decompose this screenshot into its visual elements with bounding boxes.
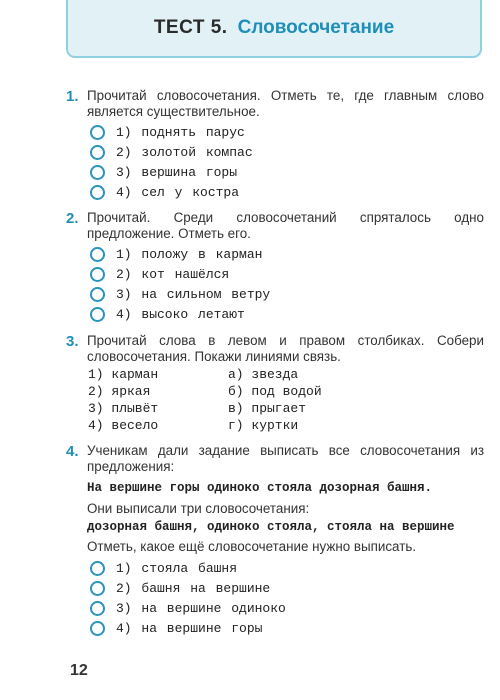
right-word[interactable]: б) под водой [228,384,322,399]
right-word[interactable]: в) прыгает [228,401,307,416]
right-word[interactable]: а) звезда [228,367,299,382]
radio-circle-icon[interactable] [90,145,105,160]
question-text: Прочитай словосочетания. Отметь те, где главным слово является существительное. [87,88,484,119]
option-label: 4) сел у костра [116,185,240,200]
question-4 [66,443,484,640]
answer-option[interactable] [90,246,484,266]
radio-circle-icon[interactable] [90,165,105,180]
option-label: 2) башня на вершине [116,581,271,596]
given-sentence: На вершине горы одиноко стояла дозорная башня. [87,481,433,495]
matching-columns [88,367,484,435]
question-2 [66,210,484,326]
question-number: 1. [66,88,79,105]
radio-circle-icon[interactable] [90,307,105,322]
radio-circle-icon[interactable] [90,247,105,262]
option-label: 1) положу в карман [116,247,263,262]
answer-option[interactable] [90,266,484,286]
answer-option[interactable] [90,164,484,184]
radio-circle-icon[interactable] [90,287,105,302]
left-word[interactable]: 3) плывёт [88,401,159,416]
answer-option[interactable] [90,286,484,306]
option-label: 3) вершина горы [116,165,238,180]
option-label: 4) на вершине горы [116,621,263,636]
radio-circle-icon[interactable] [90,267,105,282]
left-word[interactable]: 2) яркая [88,384,151,399]
answer-option[interactable] [90,560,484,580]
option-label: 2) кот нашёлся [116,267,230,282]
question-number: 4. [66,443,79,460]
question-text-3: Отметь, какое ещё словосочетание нужно выписать. [87,539,417,554]
question-1 [66,88,484,204]
radio-circle-icon[interactable] [90,185,105,200]
answer-option[interactable] [90,124,484,144]
question-text: Прочитай слова в левом и правом столбиках. Собери словосочетания. Покажи линиями связь. [87,333,484,364]
option-label: 2) золотой компас [116,145,253,160]
radio-circle-icon[interactable] [90,621,105,636]
question-text-2: Они выписали три словосочетания: [87,501,310,516]
answer-option[interactable] [90,620,484,640]
page-number: 12 [70,662,88,679]
written-phrases: дозорная башня, одиноко стояла, стояла на вершине [87,520,455,534]
left-word[interactable]: 4) весело [88,418,159,433]
right-word[interactable]: г) куртки [228,418,299,433]
option-label: 4) высоко летают [116,307,245,322]
test-label: ТЕСТ 5. [153,17,228,38]
answer-option[interactable] [90,144,484,164]
question-text: Прочитай. Среди словосочетаний спряталось одно предложение. Отметь его. [87,210,484,241]
answer-option[interactable] [90,306,484,326]
question-number: 2. [66,210,79,227]
radio-circle-icon[interactable] [90,601,105,616]
option-label: 3) на вершине одиноко [116,601,286,616]
option-label: 1) стояла башня [116,561,238,576]
radio-circle-icon[interactable] [90,125,105,140]
option-label: 1) поднять парус [116,125,245,140]
answer-option[interactable] [90,184,484,204]
radio-circle-icon[interactable] [90,581,105,596]
left-word[interactable]: 1) карман [88,367,159,382]
question-3 [66,333,484,435]
question-text: Ученикам дали задание выписать все словосочетания из предложения: [87,443,484,474]
option-label: 3) на сильном ветру [116,287,271,302]
radio-circle-icon[interactable] [90,561,105,576]
answer-option[interactable] [90,580,484,600]
test-header [66,0,482,58]
question-number: 3. [66,333,79,350]
test-title: Словосочетание [237,17,395,38]
answer-option[interactable] [90,600,484,620]
